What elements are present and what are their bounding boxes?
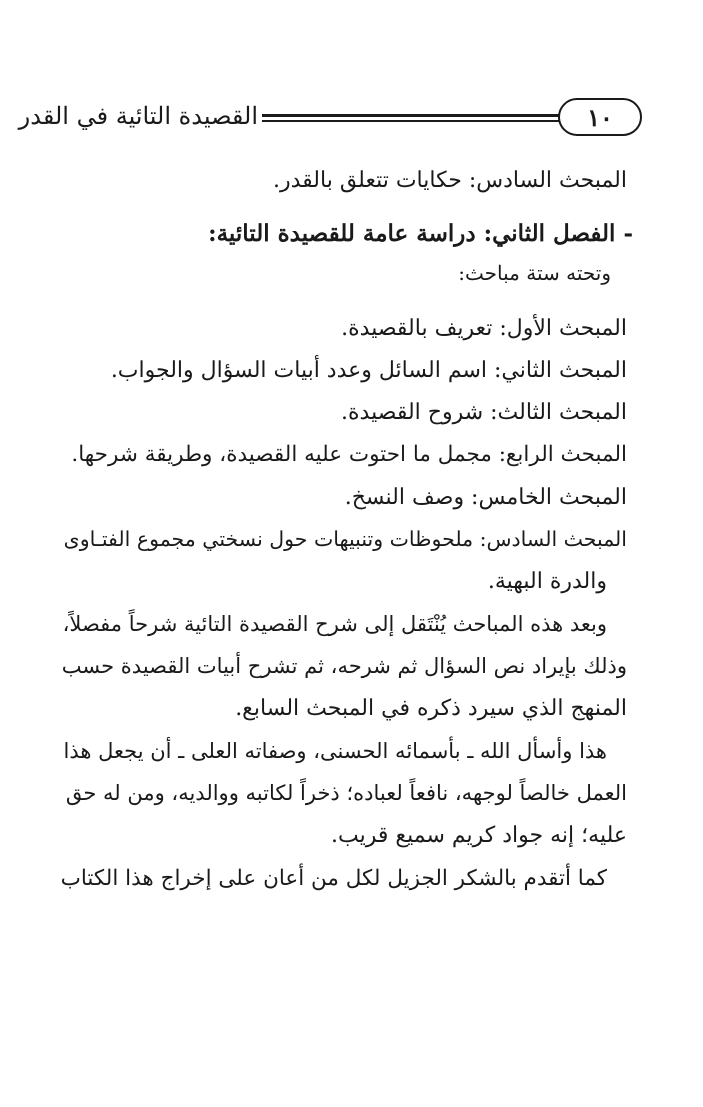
text-line: هذا وأسأل الله ـ بأسمائه الحسنى، وصفاته العلى ـ أن يجعل هذا	[63, 739, 607, 763]
text-line: المبحث الخامس: وصف النسخ.	[344, 485, 627, 510]
text-line: العمل خالصاً لوجهه، نافعاً لعباده؛ ذخراً لكاتبه ووالديه، ومن له حق	[65, 781, 627, 805]
text-line: عليه؛ إنه جواد كريم سميع قريب.	[331, 823, 627, 848]
text-line: كما أتقدم بالشكر الجزيل لكل من أعان على إخراج هذا الكتاب	[60, 866, 607, 891]
text-line: وبعد هذه المباحث يُنْتَقل إلى شرح القصيدة التائية شرحاً مفصلاً،	[62, 612, 607, 636]
text-line: وتحته ستة مباحث:	[458, 261, 611, 285]
text-line: المبحث الرابع: مجمل ما احتوت عليه القصيدة، وطريقة شرحها.	[71, 442, 627, 467]
text-line: والدرة البهية.	[487, 569, 607, 594]
page-number: ١٠	[558, 98, 642, 136]
text-line: المبحث الثاني: اسم السائل وعدد أبيات السؤال والجواب.	[110, 358, 627, 383]
text-line: المنهج الذي سيرد ذكره في المبحث السابع.	[235, 696, 627, 721]
page-header	[18, 98, 642, 138]
text-line: المبحث الثالث: شروح القصيدة.	[341, 400, 627, 425]
text-line: المبحث السادس: حكايات تتعلق بالقدر.	[273, 168, 627, 193]
text-line: المبحث السادس: ملحوظات وتنبيهات حول نسختي مجموع الفتـاوى	[63, 527, 627, 551]
header-rule-thin	[262, 120, 560, 122]
text-line: وذلك بإيراد نص السؤال ثم شرحه، ثم تشرح أبيات القصيدة حسب	[61, 654, 627, 678]
running-title: القصيدة التائية في القدر	[18, 102, 258, 130]
section-heading: - الفصل الثاني: دراسة عامة للقصيدة التائية:	[208, 220, 633, 247]
header-rule	[262, 114, 560, 117]
text-line: المبحث الأول: تعريف بالقصيدة.	[341, 316, 627, 341]
